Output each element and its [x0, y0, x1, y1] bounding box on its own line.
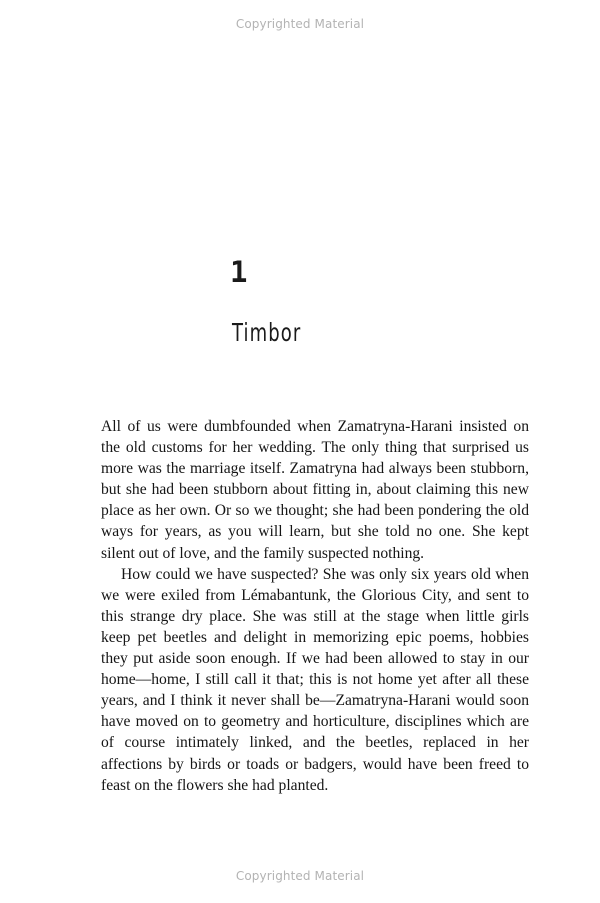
chapter-number: 1	[230, 255, 248, 289]
paragraph-2: How could we have suspected? She was only six years old when we were exiled from Lémabantunk, the Glorious City, and sent to this strange dry place. She was still at the stage when little girls keep pet beetles and delight in memorizing epic poems, hobbies they put aside soon enough. If we had been allowed to stay in our home—home, I still call it that; this is not home yet after all these years, and I think it never shall be—Zamatryna-Harani would soon have moved on to geometry and horticulture, disciplines which are of course intimately linked, and the beetles, replaced in her affections by birds or toads or badgers, would have been freed to feast on the flowers she had planted.	[101, 565, 529, 794]
copyright-watermark-bottom: Copyrighted Material	[235, 869, 365, 883]
paragraph-1: All of us were dumbfounded when Zamatryna-Harani insisted on the old customs for her wedding. The only thing that surprised us more was the marriage itself. Zamatryna had always been stubborn, but she had been stubborn about fitting in, about claiming this new place as her own. Or so we thought; she had been pondering the old ways for years, as you will learn, but she told no one. She kept silent out of love, and the family suspected nothing.	[101, 418, 529, 562]
copyright-watermark-top: Copyrighted Material	[235, 17, 365, 31]
chapter-body	[101, 416, 529, 796]
chapter-title: Timbor	[232, 318, 302, 347]
